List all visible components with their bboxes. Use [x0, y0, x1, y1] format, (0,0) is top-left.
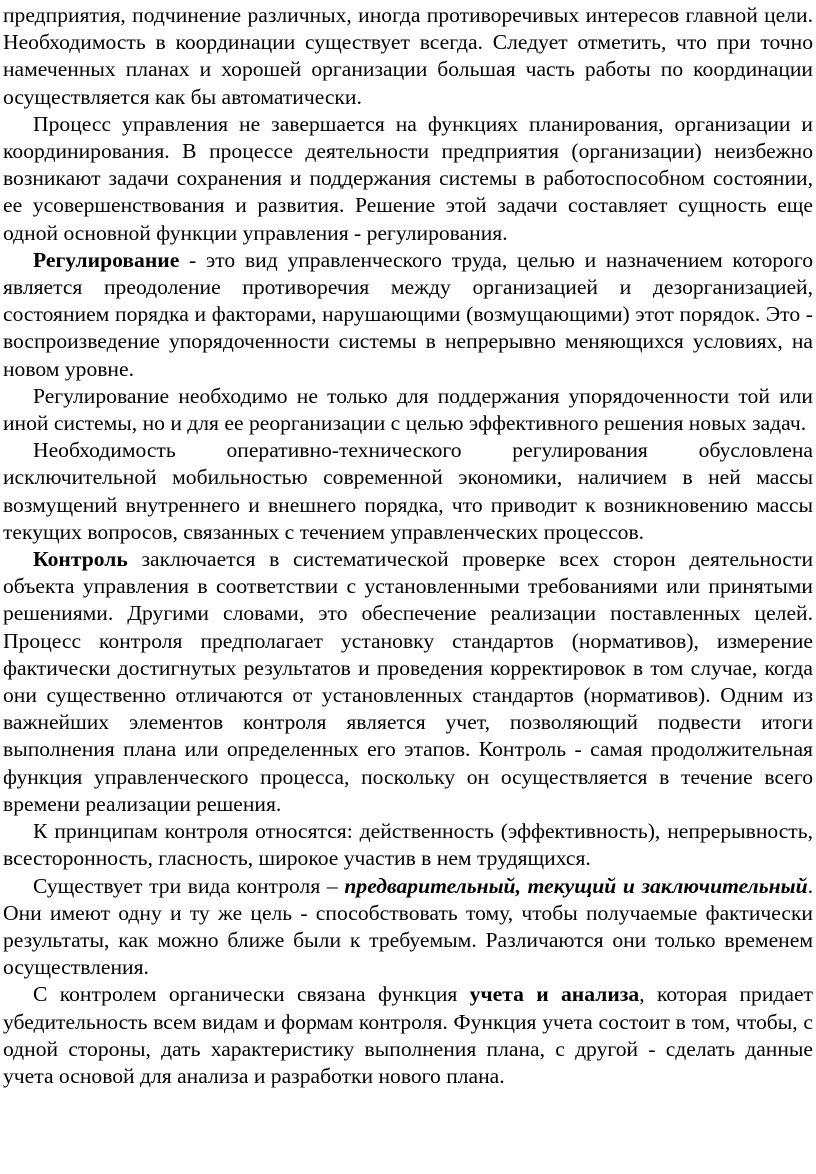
term-accounting-analysis: учета и анализа	[469, 982, 640, 1007]
paragraph-control-definition	[3, 546, 813, 818]
paragraph-accounting-analysis-after: , которая придает убедительность всем видам и формам контроля. Функция учета состоит в том, чтобы, с одной стороны, дать характеристику выполнения плана, с другой - сделать данные учета основой для анализа и разработки нового плана.	[3, 982, 813, 1088]
paragraph-control-types-after: . Они имеют одну и ту же цель - способствовать тому, чтобы получаемые фактически результаты, как можно ближе были к требуемым. Различаются они только временем осуществления.	[3, 873, 813, 980]
paragraph-accounting-analysis-before: С контролем органически связана функция	[33, 982, 470, 1007]
paragraph-regulation-definition-text: - это вид управленческого труда, целью и назначением которого является преодоление противоречия между организацией и дезорганизацией, состоянием порядка и факторами, нарушающими (возмущающими) этот порядок. Это - воспроизведение упорядоченности системы в непрерывно меняющихся условиях, на новом уровне.	[3, 247, 813, 381]
term-regulation: Регулирование	[33, 247, 180, 272]
paragraph-regulation-need: Регулирование необходимо не только для поддержания упорядоченности той или иной системы, но и для ее реорганизации с целью эффективного решения новых задач.	[3, 383, 813, 436]
paragraph-coordination-end: предприятия, подчинение различных, иногда противоречивых интересов главной цели. Необходимость в координации существует всегда. Следует отметить, что при точно намеченных планах и хорошей организации большая часть работы по координации осуществляется как бы автоматически.	[3, 3, 813, 109]
paragraph-operational-regulation: Необходимость оперативно-технического регулирования обусловлена исключительной мобильностью современной экономики, наличием в ней массы возмущений внутреннего и внешнего порядка, что приводит к возникновению массы текущих вопросов, связанных с течением управленческих процессов.	[3, 438, 813, 544]
term-control: Контроль	[33, 547, 128, 572]
term-control-types: предварительный, текущий и заключительный	[344, 873, 808, 898]
paragraph-control-types	[3, 873, 813, 982]
paragraph-regulation-definition	[3, 247, 813, 383]
paragraph-control-types-before: Существует три вида контроля –	[33, 873, 345, 898]
paragraph-control-principles: К принципам контроля относятся: действенность (эффективность), непрерывность, всесторонность, гласность, широкое участив в нем трудящихся.	[3, 819, 813, 871]
paragraph-management-process: Процесс управления не завершается на функциях планирования, организации и координирования. В процессе деятельности предприятия (организации) неизбежно возникают задачи сохранения и поддержания системы в работоспособном состоянии, ее усовершенствования и развития. Решение этой задачи составляет сущность еще одной основной функции управления - регулирования.	[3, 111, 813, 245]
paragraph-control-definition-text: заключается в систематической проверке всех сторон деятельности объекта управления в соответствии с установленными требованиями или принятыми решениями. Другими словами, это обеспечение реализации поставленных целей. Процесс контроля предполагает установку стандартов (нормативов), измерение фактически достигнутых результатов и проведения корректировок в том случае, когда они существенно отличаются от установленных стандартов (нормативов). Одним из важнейших элементов контроля является учет, позволяющий подвести итоги выполнения плана или определенных его этапов. Контроль - самая продолжительная функция управленческого процесса, поскольку он осуществляется в течение всего времени реализации решения.	[3, 547, 813, 816]
paragraph-accounting-analysis	[3, 981, 813, 1090]
